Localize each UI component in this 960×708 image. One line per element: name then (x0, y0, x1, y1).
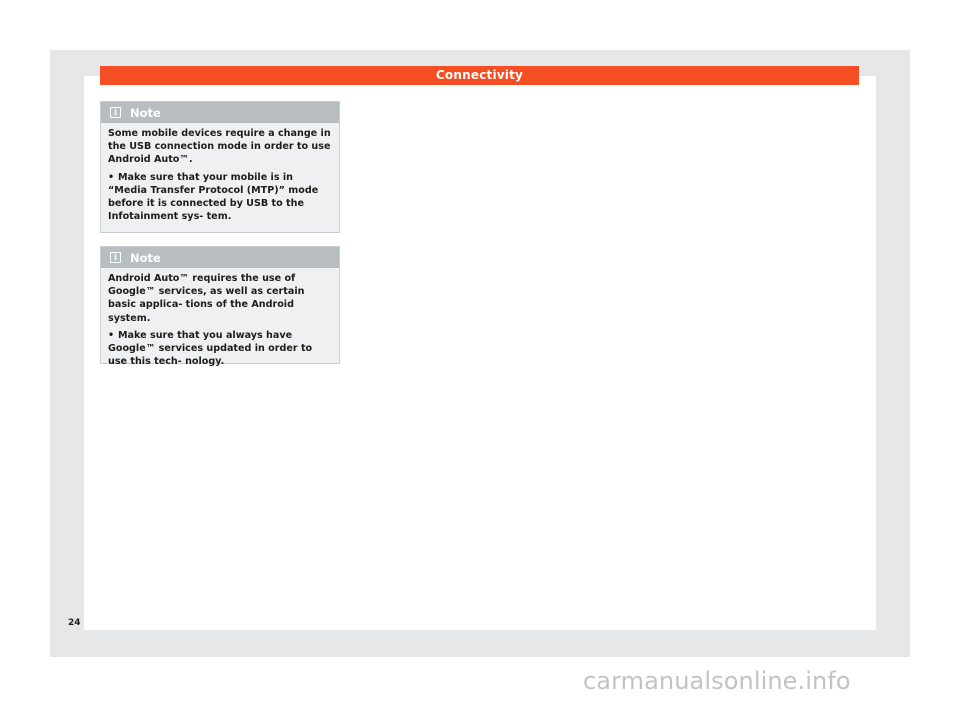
note-bullet-item (108, 329, 331, 369)
note-paragraph: Android Auto™ requires the use of Google™ services, as well as certain basic applica- tions of the Android system. (108, 273, 305, 324)
bullet-symbol: • (108, 329, 115, 341)
note-bullet-text: Make sure that you always have Google™ services updated in order to use this tech- nology. (108, 329, 313, 368)
section-title: Connectivity (435, 68, 524, 82)
note-bullet-item (108, 171, 331, 224)
note-header (101, 102, 339, 123)
info-icon: i (110, 252, 121, 263)
section-header (100, 66, 859, 85)
note-header (101, 247, 339, 268)
watermark-link[interactable]: carmanualsonline.info (583, 667, 851, 695)
note-bullet-text: Make sure that your mobile is in “Media Transfer Protocol (MTP)” mode before it is connected by USB to the Infotainment sys- tem. (108, 171, 319, 223)
note-box (100, 246, 340, 368)
info-icon: i (110, 107, 121, 118)
note-paragraph: Some mobile devices require a change in the USB connection mode in order to use Android Auto™. (108, 128, 331, 166)
bullet-symbol: • (108, 171, 115, 183)
note-heading: Note (130, 250, 161, 265)
note-box (100, 101, 340, 233)
page-number: 24 (68, 618, 81, 628)
note-heading: Note (130, 105, 161, 120)
note-body (101, 123, 339, 223)
note-body (101, 268, 339, 368)
